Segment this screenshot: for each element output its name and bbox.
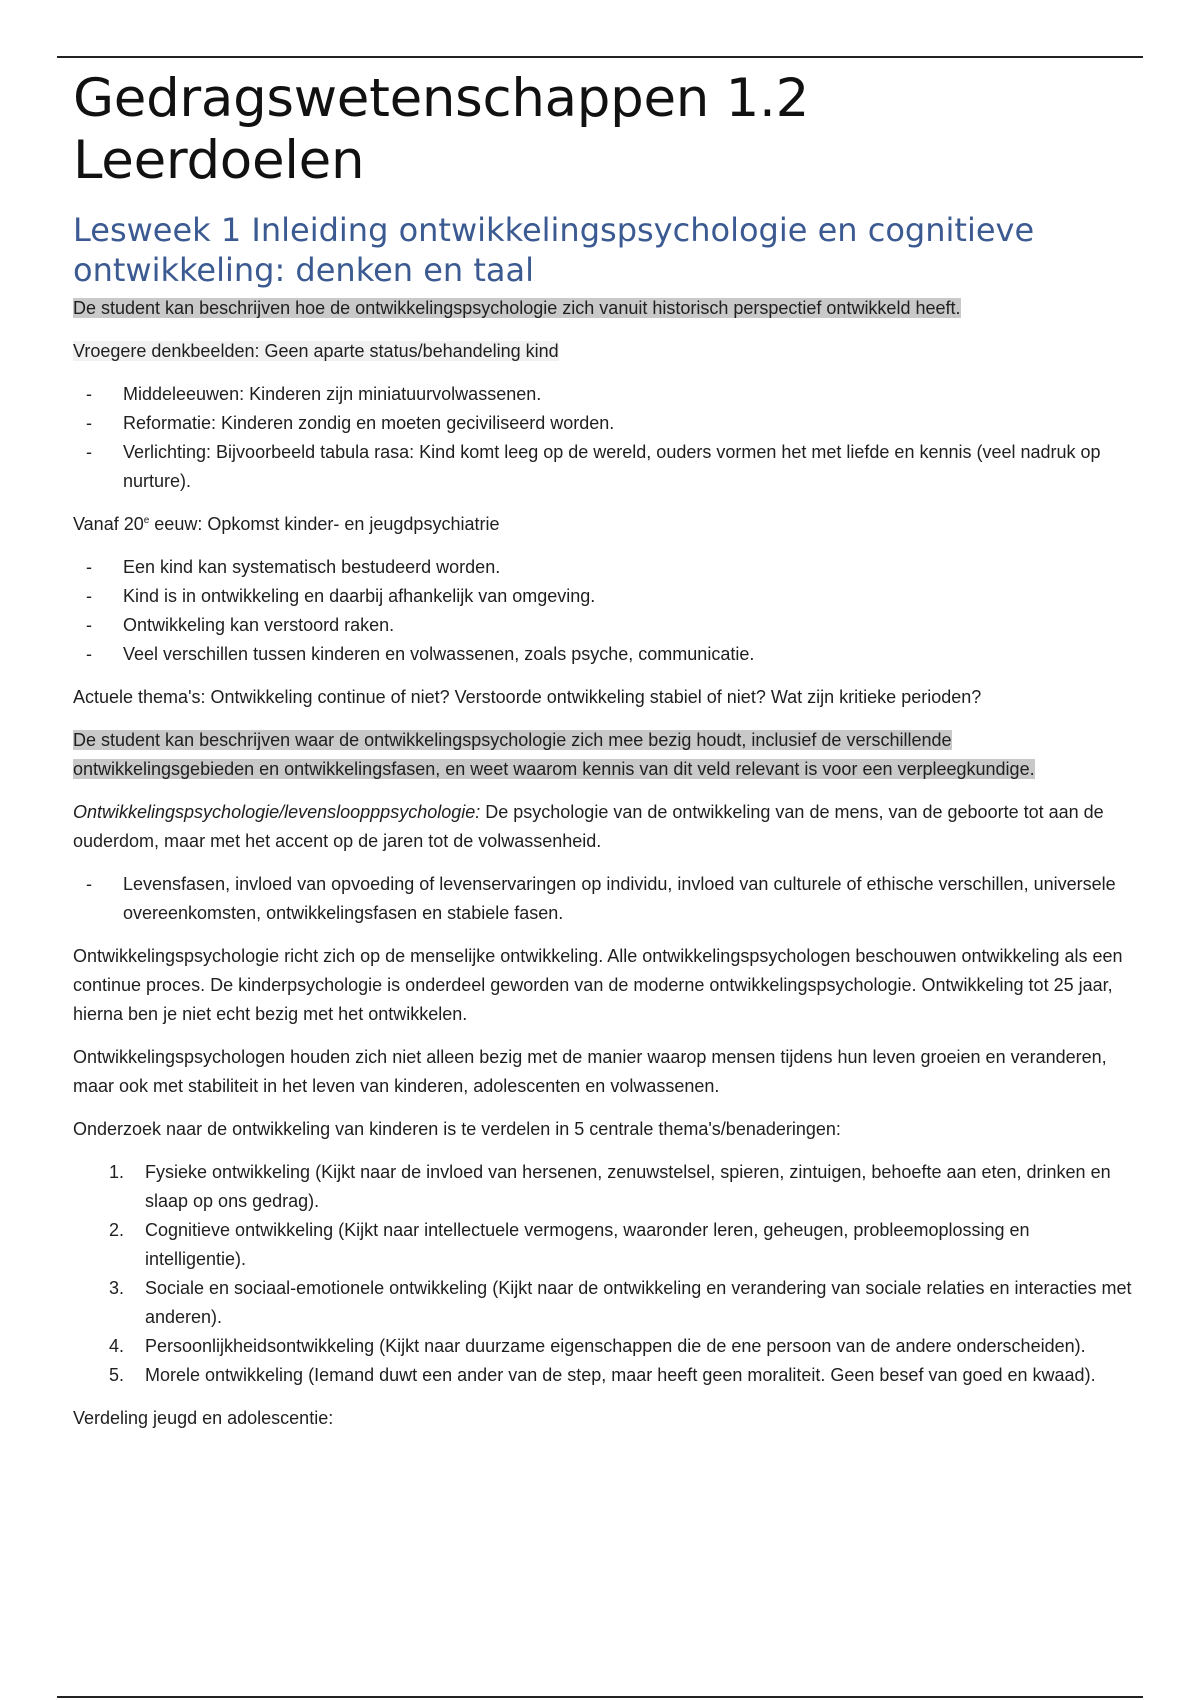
- paragraph-2: Ontwikkelingspsychologen houden zich niet alleen bezig met de manier waarop mensen tijdens hun leven groeien en veranderen, maar ook met stabiliteit in het leven van kinderen, adolescenten en volwassenen.: [73, 1047, 1107, 1096]
- learning-objective-1: De student kan beschrijven hoe de ontwikkelingspsychologie zich vanuit historisch perspectief ontwikkeld heeft.: [73, 298, 961, 318]
- century-list: [73, 553, 1133, 669]
- definition-list: [73, 870, 1133, 928]
- title-line-1: Gedragswetenschappen 1.2: [73, 68, 810, 129]
- list-item: - Verlichting: Bijvoorbeeld tabula rasa: Kind komt leeg op de wereld, ouders vormen het met liefde en kennis (veel nadruk op nurture).: [73, 438, 1133, 496]
- list-item: 3. Sociale en sociaal-emotionele ontwikkeling (Kijkt naar de ontwikkeling en verandering van sociale relaties en interacties met anderen).: [109, 1278, 1132, 1327]
- century-heading: Vanaf 20e eeuw: Opkomst kinder- en jeugdpsychiatrie: [73, 514, 500, 534]
- document-body: [73, 294, 1133, 1433]
- bottom-rule: [57, 1696, 1143, 1698]
- paragraph-1: Ontwikkelingspsychologie richt zich op de menselijke ontwikkeling. Alle ontwikkelingspsychologen beschouwen ontwikkeling als een continue proces. De kinderpsychologie is onderdeel geworden van de moderne ontwikkelingspsychologie. Ontwikkeling tot 25 jaar, hierna ben je niet echt bezig met het ontwikkelen.: [73, 946, 1123, 1024]
- definition-paragraph: [73, 798, 1133, 856]
- list-item: - Levensfasen, invloed van opvoeding of levenservaringen op individu, invloed van culturele of ethische verschillen, universele overeenkomsten, ontwikkelingsfasen en stabiele fasen.: [73, 870, 1133, 928]
- list-item: - Ontwikkeling kan verstoord raken.: [73, 611, 1133, 640]
- list-item: 5. Morele ontwikkeling (Iemand duwt een ander van de step, maar heeft geen moraliteit. Geen besef van goed en kwaad).: [109, 1365, 1096, 1385]
- learning-objective-2: De student kan beschrijven waar de ontwikkelingspsychologie zich mee bezig houdt, inclusief de verschillende ontwikkelingsgebieden en ontwikkelingsfasen, en weet waarom kennis van dit veld relevant is voor een verpleegkundige.: [73, 730, 1035, 779]
- definition-text: De psychologie van de ontwikkeling van de mens, van de geboorte tot aan de ouderdom, maar met het accent op de jaren tot de volwassenheid.: [73, 802, 1104, 851]
- title-line-2: Leerdoelen: [73, 130, 365, 191]
- list-item: - Middeleeuwen: Kinderen zijn miniatuurvolwassenen.: [73, 380, 1133, 409]
- division-heading: Verdeling jeugd en adolescentie:: [73, 1408, 334, 1428]
- document-title: [73, 68, 1133, 192]
- document-page: [73, 68, 1133, 1447]
- list-item: - Reformatie: Kinderen zondig en moeten geciviliseerd worden.: [73, 409, 1133, 438]
- list-item: 2. Cognitieve ontwikkeling (Kijkt naar intellectuele vermogens, waaronder leren, geheugen, probleemoplossing en intelligentie).: [109, 1220, 1030, 1269]
- list-item: - Een kind kan systematisch bestudeerd worden.: [73, 553, 1133, 582]
- section-heading: Lesweek 1 Inleiding ontwikkelingspsychologie en cognitieve ontwikkeling: denken en taal: [73, 211, 1035, 289]
- current-themes-text: Actuele thema's: Ontwikkeling continue of niet? Verstoorde ontwikkeling stabiel of niet? Wat zijn kritieke perioden?: [73, 687, 982, 707]
- list-item: 1. Fysieke ontwikkeling (Kijkt naar de invloed van hersenen, zenuwstelsel, spieren, zintuigen, behoefte aan eten, drinken en slaap op ons gedrag).: [109, 1162, 1111, 1211]
- early-ideas-list: [73, 380, 1133, 496]
- themes-list: [73, 1158, 1133, 1390]
- list-item: 4. Persoonlijkheidsontwikkeling (Kijkt naar duurzame eigenschappen die de ene persoon van de andere onderscheiden).: [109, 1336, 1086, 1356]
- definition-term: Ontwikkelingspsychologie/levensloopppsychologie:: [73, 802, 481, 822]
- top-rule: [57, 56, 1143, 58]
- list-item: - Kind is in ontwikkeling en daarbij afhankelijk van omgeving.: [73, 582, 1133, 611]
- paragraph-3: Onderzoek naar de ontwikkeling van kinderen is te verdelen in 5 centrale thema's/benaderingen:: [73, 1119, 841, 1139]
- early-ideas-text: Vroegere denkbeelden: Geen aparte status/behandeling kind: [73, 341, 559, 361]
- list-item: - Veel verschillen tussen kinderen en volwassenen, zoals psyche, communicatie.: [73, 640, 1133, 669]
